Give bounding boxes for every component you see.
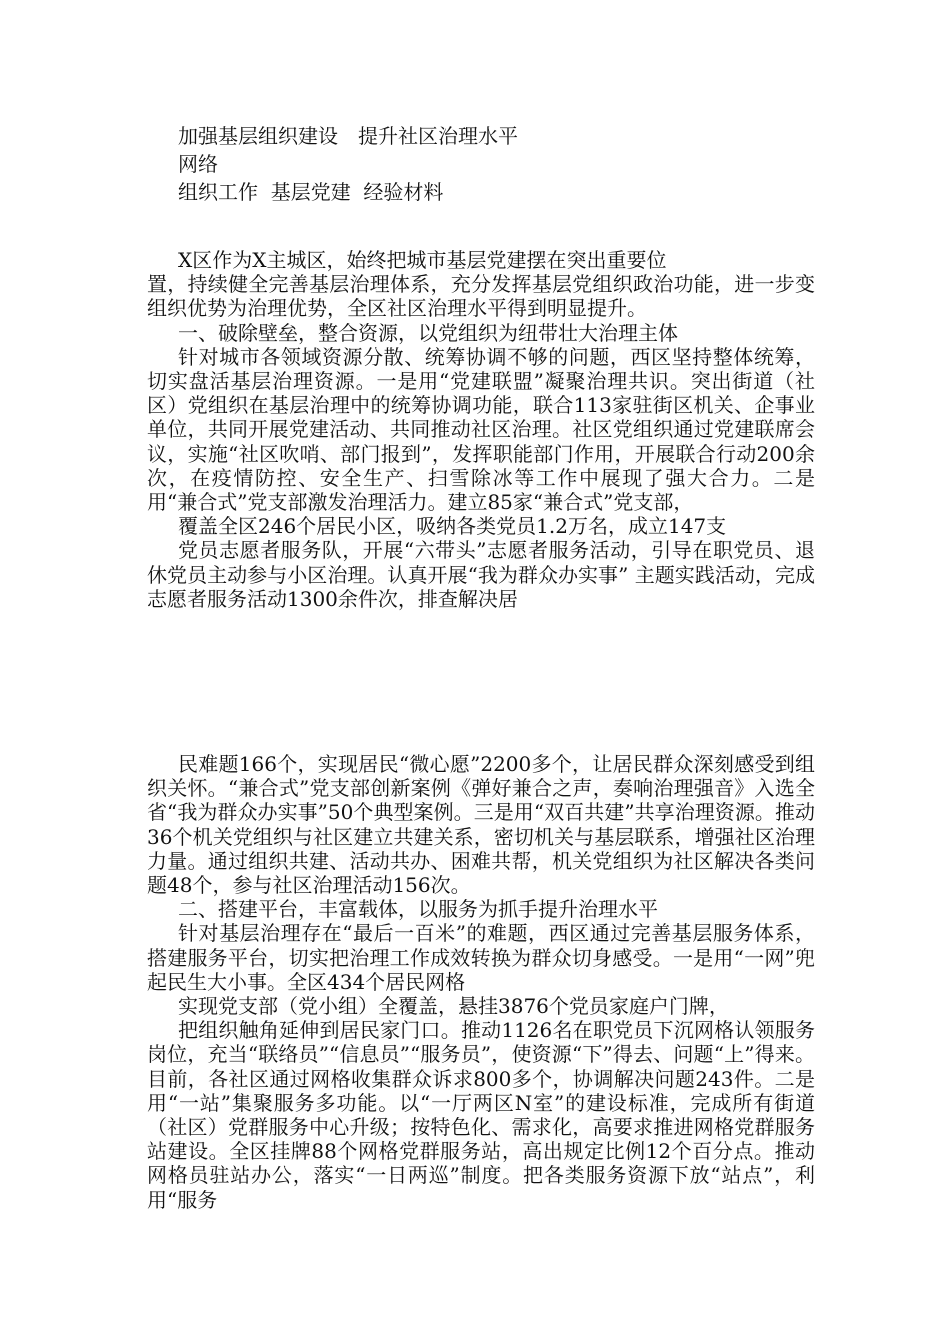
body-text-block-2	[147, 752, 815, 1212]
paragraph: 针对城市各领域资源分散、统筹协调不够的问题，西区坚持整体统筹，切实盘活基层治理资源。一是用“党建联盟”凝聚治理共识。突出街道（社区）党组织在基层治理中的统筹协调功能，联合113家驻街区机关、企事业单位，共同开展党建活动、共同推动社区治理。社区党组织通过党建联席会议，实施“社区吹哨、部门报到”，发挥职能部门作用，开展联合行动200余次，在疫情防控、安全生产、扫雪除冰等工作中展现了强大合力。二是用“兼合式”党支部激发治理活力。建立85家“兼合式”党支部，	[147, 344, 815, 515]
paragraph: 针对基层治理存在“最后一百米”的难题，西区通过完善基层服务体系，搭建服务平台，切实把治理工作成效转换为群众切身感受。一是用“一网”兜起民生大小事。全区434个居民网格	[147, 921, 815, 994]
paragraph: 党员志愿者服务队，开展“六带头”志愿者服务活动，引导在职党员、退休党员主动参与小区治理。认真开展“我为群众办实事” 主题实践活动，完成志愿者服务活动1300余件次，排查解决居	[147, 538, 815, 611]
document-heading	[178, 122, 778, 206]
body-text-block-1	[147, 248, 815, 611]
paragraph: 把组织触角延伸到居民家门口。推动1126名在职党员下沉网格认领服务岗位，充当“联络员”“信息员”“服务员”，使资源“下”得去、问题“上”得来。目前，各社区通过网格收集群众诉求800多个，协调解决问题243件。二是用“一站”集聚服务多功能。以“一厅两区N室”的建设标准，完成所有街道（社区）党群服务中心升级；按特色化、需求化，高要求推进网格党群服务站建设。全区挂牌88个网格党群服务站，高出规定比例12个百分点。推动网格员驻站办公，落实“一日两巡”制度。把各类服务资源下放“站点”，利用“服务	[147, 1018, 815, 1212]
paragraph: 实现党支部（党小组）全覆盖，悬挂3876个党员家庭户门牌，	[178, 994, 729, 1019]
document-title: 加强基层组织建设 提升社区治理水平	[178, 124, 518, 148]
section-heading: 二、搭建平台，丰富载体，以服务为抓手提升治理水平	[178, 897, 658, 922]
paragraph: 民难题166个，实现居民“微心愿”2200多个，让居民群众深刻感受到组织关怀。“兼合式”党支部创新案例《弹好兼合之声，奏响治理强音》入选全省“我为群众办实事”50个典型案例。三是用“双百共建”共享治理资源。推动36个机关党组织与社区建立共建关系，密切机关与基层联系，增强社区治理力量。通过组织共建、活动共办、困难共帮，机关党组织为社区解决各类问题48个，参与社区治理活动156次。	[147, 752, 815, 898]
document-subtitle: 网络	[178, 152, 218, 176]
document-keywords: 组织工作 基层党建 经验材料	[178, 180, 444, 204]
section-heading: 一、破除壁垒，整合资源，以党组织为纽带壮大治理主体	[178, 320, 678, 345]
paragraph: 置，持续健全完善基层治理体系，充分发挥基层党组织政治功能，进一步变组织优势为治理优势，全区社区治理水平得到明显提升。	[147, 272, 815, 321]
paragraph: 覆盖全区246个居民小区，吸纳各类党员1.2万名，成立147支	[178, 514, 727, 539]
paragraph: X区作为X主城区，始终把城市基层党建摆在突出重要位	[178, 248, 667, 272]
